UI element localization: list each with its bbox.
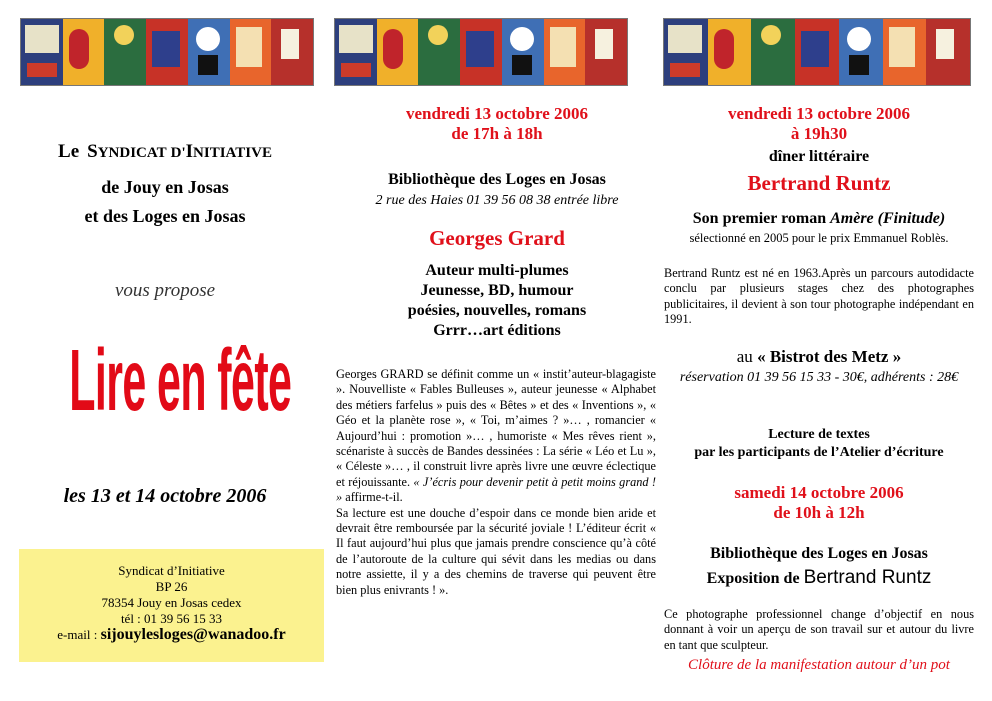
contact-org: Syndicat d’Initiative [118,563,225,578]
contact-address: 78354 Jouy en Josas cedex [101,595,242,610]
contact-bp: BP 26 [155,579,188,594]
novel-line: Son premier roman Amère (Finitude) [692,210,946,227]
author-bio: Georges GRARD se définit comme un « instit’auteur-blagagiste ». Nouvelliste « Fables Bulleuses », auteur jeunesse « Alphabet des métiers farfelus » puis des « Bêtes » et des « Inventions », « Géo et la planète rose », « Toi, m’aimes ? »… , romancier « Aujourd’hui : promotion »… , humoriste « Mes rêves rient », scénariste à succès de Bandes dessinées : La série « Léo et Lu », « Céleste »… , il construit livre après livre une œuvre éclectique et réjouissante. « J’écris pour devenir petit à petit moins grand ! » affirme-t-il. Sa lecture est une douche d’espoir dans ce monde bien aride et devrait être remboursée par la sécurité joviale ! L’éditeur écrit « Il faut aujourd’hui plus que jamais prendre conscience qu’à côté de l’autoroute de la culture qui sévit dans les medias ou dans notre assiette, il y a des chemins de traverse qui peuvent être bien plus enivrants ! ». [336,367,657,597]
reservation-info: réservation 01 39 56 15 33 - 30€, adhérents : 28€ [679,370,959,385]
big-title: Lire en fête [69,331,292,430]
event1-place: Bibliothèque des Loges en Josas [388,171,606,188]
novel-selection: sélectionné en 2005 pour le prix Emmanuel Roblès. [689,231,949,245]
festival-dates: les 13 et 14 octobre 2006 [63,485,267,507]
column-middle [332,0,662,701]
big-title-wrap [0,330,330,450]
contact-phone: tél : 01 39 56 15 33 [120,611,223,626]
closing-text: Clôture de la manifestation autour d’un pot [688,657,950,673]
event1-address: 2 rue des Haies 01 39 56 08 38 entrée libre [375,193,619,208]
exhibition-line: Exposition de Bertrand Runtz [706,567,932,588]
contact-box [19,549,324,662]
event3-place: Bibliothèque des Loges en Josas [710,545,928,562]
column-right [660,0,992,701]
propose-text: vous propose [114,280,216,301]
venue-line: au « Bistrot des Metz » [736,347,902,366]
column-left [0,0,330,701]
syndicat-line2: de Jouy en Josas [101,177,229,197]
author-name: Georges Grard [429,226,565,250]
syndicat-title: Le SYNDICAT D'INITIATIVE [58,141,272,162]
festival-banner [663,18,971,86]
syndicat-line3: et des Loges en Josas [84,206,246,226]
contact-email-link[interactable]: sijouylesloges@wanadoo.fr [100,626,286,643]
event2-date: vendredi 13 octobre 2006 à 19h30 [727,104,911,143]
contact-email-line: e-mail : sijouylesloges@wanadoo.fr [57,626,286,643]
festival-banner [20,18,314,86]
event2-type: dîner littéraire [768,148,870,165]
event3-date: samedi 14 octobre 2006 de 10h à 12h [734,483,904,522]
festival-banner [334,18,628,86]
event2-author: Bertrand Runtz [747,171,891,195]
author-description: Auteur multi-plumes Jeunesse, BD, humour poésies, nouvelles, romans Grrr…art éditions [407,262,587,339]
event1-date: vendredi 13 octobre 2006 de 17h à 18h [405,104,589,143]
photographer-text: Ce photographe professionnel change d’objectif en nous donnant à voir un aperçu de son travail sur et autour du livre en tant que sculpteur. [664,607,974,652]
author2-bio: Bertrand Runtz est né en 1963.Après un parcours autodidacte conclu par plusieurs stages chez des photographes publicitaires, il devient à son tour photographe indépendant en 1991. [664,266,974,327]
reading-event: Lecture de textes par les participants de l’Atelier d’écriture [694,427,944,460]
